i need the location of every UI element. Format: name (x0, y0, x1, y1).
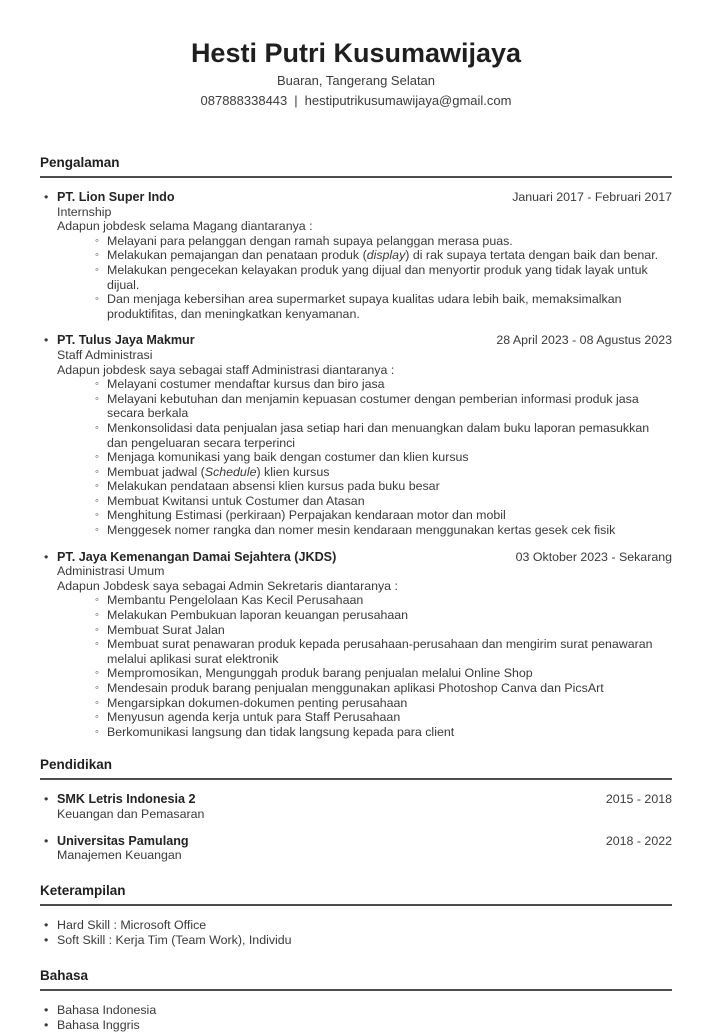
job-duty-item: ◦ Dan menjaga kebersihan area supermarket supaya kualitas udara lebih baik, memaksimalkan produktifitas, dan meningkatkan kenyamanan. (95, 292, 622, 321)
section-languages (40, 968, 672, 1033)
circle-bullet-icon: ◦ (95, 421, 99, 434)
section-heading-education: Pendidikan (40, 757, 672, 780)
jobdesk-intro: Adapun jobdesk selama Magang diantaranya : (57, 219, 313, 234)
skill-item: • Hard Skill : Microsoft Office (40, 918, 672, 933)
section-heading-experience: Pengalaman (40, 155, 672, 178)
job-duty-item: ◦ Mempromosikan, Mengunggah produk barang penjualan melalui Online Shop (95, 666, 533, 681)
job-duty-item: ◦ Melakukan pemajangan dan penataan produk (display) di rak supaya tertata dengan baik dan benar. (95, 248, 659, 263)
date-range: 03 Oktober 2023 - Sekarang (515, 549, 672, 564)
experience-entry (40, 550, 672, 740)
bullet-icon: • (44, 917, 49, 932)
date-range: 2015 - 2018 (605, 792, 672, 807)
job-duty-item: ◦ Melakukan pendataan absensi klien kursus pada buku besar (95, 479, 440, 494)
skill-item: • Soft Skill : Kerja Tim (Team Work), Individu (40, 933, 672, 948)
experience-entry (40, 190, 672, 321)
bullet-icon: • (44, 833, 49, 848)
circle-bullet-icon: ◦ (95, 293, 99, 306)
circle-bullet-icon: ◦ (95, 667, 99, 680)
circle-bullet-icon: ◦ (95, 451, 99, 464)
education-entry (40, 792, 672, 821)
language-item: • Bahasa Inggris (40, 1018, 672, 1033)
job-duty-item: ◦ Melakukan Pembukuan laporan keuangan perusahaan (95, 608, 409, 623)
circle-bullet-icon: ◦ (95, 524, 99, 537)
section-education (40, 757, 672, 862)
jobdesk-intro: Adapun jobdesk saya sebagai staff Administrasi diantaranya : (57, 362, 395, 377)
section-heading-skills: Keterampilan (40, 883, 672, 906)
contact-separator: | (294, 93, 298, 108)
circle-bullet-icon: ◦ (95, 480, 99, 493)
major: Keuangan dan Pemasaran (57, 806, 205, 821)
education-entry (40, 834, 672, 863)
jobdesk-intro: Adapun Jobdesk saya sebagai Admin Sekretaris diantaranya : (57, 578, 398, 593)
circle-bullet-icon: ◦ (95, 263, 99, 276)
bullet-icon: • (44, 1003, 49, 1018)
circle-bullet-icon: ◦ (95, 594, 99, 607)
language-item: • Bahasa Indonesia (40, 1003, 672, 1018)
skills-list (40, 918, 672, 948)
email-address: hestiputrikusumawijaya@gmail.com (304, 93, 512, 108)
phone-number: 087888338443 (200, 93, 288, 108)
contact-line (40, 92, 672, 109)
job-title: Internship (57, 204, 112, 219)
school-name: SMK Letris Indonesia 2 (57, 792, 196, 807)
job-duty-item: ◦ Menjaga komunikasi yang baik dengan costumer dan klien kursus (95, 450, 469, 465)
job-duty-item: ◦ Berkomunikasi langsung dan tidak langsung kepada para client (95, 724, 455, 739)
bullet-icon: • (44, 190, 49, 204)
date-range: Januari 2017 - Februari 2017 (512, 190, 672, 204)
company-name: PT. Jaya Kemenangan Damai Sejahtera (JKDS) (57, 549, 337, 564)
circle-bullet-icon: ◦ (95, 378, 99, 391)
circle-bullet-icon: ◦ (95, 509, 99, 522)
section-heading-languages: Bahasa (40, 968, 672, 991)
job-duty-item: ◦ Melayani kebutuhan dan menjamin kepuasan costumer dengan pemberian informasi produk jasa secara berkala (95, 391, 639, 421)
circle-bullet-icon: ◦ (95, 465, 99, 478)
job-duty-item: ◦ Melayani para pelanggan dengan ramah supaya pelanggan merasa puas. (95, 233, 513, 248)
job-duty-item: ◦ Membuat surat penawaran produk kepada perusahaan-perusahaan dan mengirim surat penawaran melalui aplikasi surat elektronik (95, 637, 653, 666)
section-experience (40, 155, 672, 739)
job-duty-item: ◦ Menggesek nomer rangka dan nomer mesin kendaraan menggunakan kertas gesek cek fisik (95, 523, 616, 538)
job-duty-item: ◦ Melakukan pengecekan kelayakan produk yang dijual dan menyortir produk yang tidak layak untuk dijual. (95, 262, 648, 292)
circle-bullet-icon: ◦ (95, 249, 99, 262)
circle-bullet-icon: ◦ (95, 725, 99, 738)
job-title: Administrasi Umum (57, 564, 165, 579)
bullet-icon: • (44, 1018, 49, 1033)
job-duty-item: ◦ Menyusun agenda kerja untuk para Staff Perusahaan (95, 710, 401, 725)
major: Manajemen Keuangan (57, 848, 182, 863)
circle-bullet-icon: ◦ (95, 696, 99, 709)
date-range: 2018 - 2022 (605, 833, 672, 848)
circle-bullet-icon: ◦ (95, 682, 99, 694)
duty-list (57, 593, 672, 739)
bullet-icon: • (44, 549, 49, 564)
person-location: Buaran, Tangerang Selatan (276, 73, 436, 88)
resume-header (40, 38, 672, 109)
job-duty-item: ◦ Membuat Surat Jalan (95, 622, 225, 637)
experience-entry (40, 333, 672, 537)
job-title: Staff Administrasi (57, 347, 153, 362)
bullet-icon: • (44, 932, 49, 947)
school-name: Universitas Pamulang (57, 833, 189, 848)
circle-bullet-icon: ◦ (95, 494, 99, 507)
duty-list (57, 377, 672, 538)
company-name: PT. Tulus Jaya Makmur (57, 333, 195, 348)
job-duty-item: ◦ Menkonsolidasi data penjualan jasa setiap hari dan menuangkan dalam buku laporan pemasukkan dan pengeluaran secara terperinci (95, 420, 650, 450)
circle-bullet-icon: ◦ (95, 234, 99, 247)
person-name: Hesti Putri Kusumawijaya (190, 38, 522, 68)
job-duty-item: ◦ Membuat Kwitansi untuk Costumer dan Atasan (95, 493, 365, 508)
job-duty-item: ◦ Menghitung Estimasi (perkiraan) Perpajakan kendaraan motor dan mobil (95, 508, 506, 523)
circle-bullet-icon: ◦ (95, 711, 99, 724)
circle-bullet-icon: ◦ (95, 609, 99, 622)
job-duty-item: ◦ Melayani costumer mendaftar kursus dan biro jasa (95, 377, 385, 392)
job-duty-item: ◦ Membantu Pengelolaan Kas Kecil Perusahaan (95, 593, 364, 608)
job-duty-item: ◦ Membuat jadwal (Schedule) klien kursus (95, 464, 330, 479)
job-duty-item: ◦ Mengarsipkan dokumen-dokumen penting perusahaan (95, 695, 408, 710)
company-name: PT. Lion Super Indo (57, 190, 175, 204)
circle-bullet-icon: ◦ (95, 392, 99, 405)
circle-bullet-icon: ◦ (95, 623, 99, 636)
languages-list (40, 1003, 672, 1033)
circle-bullet-icon: ◦ (95, 638, 99, 651)
bullet-icon: • (44, 333, 49, 348)
bullet-icon: • (44, 792, 49, 807)
job-duty-item: ◦ Mendesain produk barang penjualan menggunakan aplikasi Photoshop Canva dan PicsArt (95, 681, 604, 695)
duty-list (57, 234, 672, 322)
date-range: 28 April 2023 - 08 Agustus 2023 (496, 333, 672, 348)
section-skills (40, 883, 672, 948)
